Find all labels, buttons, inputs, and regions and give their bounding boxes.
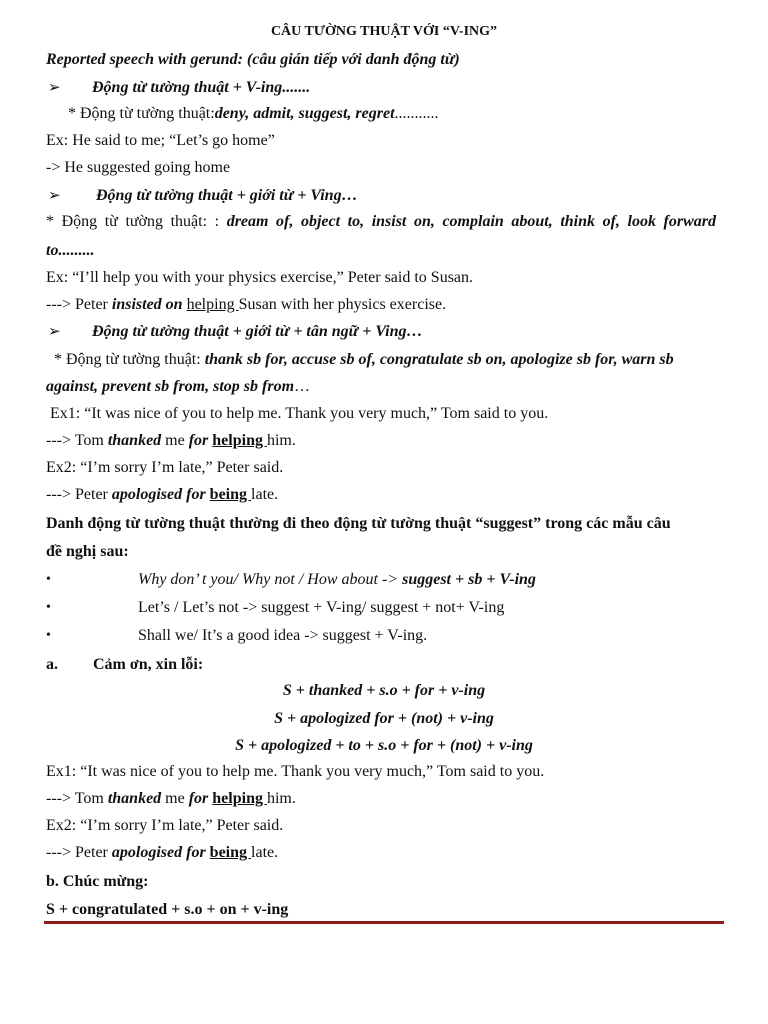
result-prefix: ---> Peter (46, 844, 112, 861)
object: me (161, 790, 189, 807)
formula-thanked: S + thanked + s.o + for + v-ing (282, 682, 486, 699)
gerund: helping (212, 432, 267, 449)
part-a-result1 (46, 789, 296, 809)
part-a-example2: Ex2: “I’m sorry I’m late,” Peter said. (46, 817, 284, 834)
suggest-bullet-3: Shall we/ It’s a good idea -> suggest + V-ing. (138, 627, 428, 644)
section2-heading: Động từ tường thuật + giới từ + Ving… (96, 187, 358, 204)
result-rest: him. (266, 790, 296, 807)
section1-verbs-prefix: * Động từ tường thuật: (68, 105, 215, 122)
section3-verbs-continued (46, 377, 310, 397)
result-rest: Susan with her physics exercise. (238, 296, 447, 313)
bullet-icon: • (46, 628, 51, 643)
gerund: helping (186, 296, 239, 313)
section2-result (46, 295, 446, 315)
suggest-bullet-2: Let’s / Let’s not -> suggest + V-ing/ suggest + not+ V-ing (138, 599, 505, 616)
section2-example: Ex: “I’ll help you with your physics exercise,” Peter said to Susan. (46, 269, 474, 286)
bullet1-lead: Why don’ t you/ Why not / How about -> (138, 571, 403, 588)
section1-example: Ex: He said to me; “Let’s go home” (46, 132, 275, 149)
preposition: for (188, 790, 209, 807)
part-a-heading: Cảm ơn, xin lỗi: (93, 656, 204, 673)
suggest-intro: Danh động từ tường thuật thường đi theo động từ tường thuật “suggest” trong các mẫu câu (46, 515, 671, 532)
section3-result2 (46, 485, 278, 505)
part-a-result2 (46, 843, 278, 863)
section1-result: -> He suggested going home (46, 159, 231, 176)
reporting-verb: thanked (107, 432, 162, 449)
result-prefix: ---> Tom (46, 790, 108, 807)
reporting-verb: apologised for (111, 486, 206, 503)
section3-heading: Động từ tường thuật + giới từ + tân ngữ + Ving… (92, 323, 423, 340)
section3-verbs-prefix: * Động từ tường thuật: (54, 351, 201, 368)
section2-verbs (46, 212, 716, 232)
result-rest: late. (251, 844, 279, 861)
result-prefix: ---> Peter (46, 296, 112, 313)
section3-verbs-list-2: against, prevent sb from, stop sb from (46, 378, 295, 395)
section3-verbs (54, 350, 674, 370)
bullet-icon: • (46, 572, 51, 587)
section3-example2: Ex2: “I’m sorry I’m late,” Peter said. (46, 459, 284, 476)
suggest-intro-continued: đề nghị sau: (46, 543, 129, 560)
part-b-heading: b. Chúc mừng: (46, 873, 149, 890)
section2-verbs-list: dream of, object to, insist on, complain about, think of, look forward (226, 213, 716, 230)
ellipsis: … (294, 378, 311, 395)
result-rest: late. (251, 486, 279, 503)
reporting-verb: apologised for (111, 844, 206, 861)
formula-congratulated: S + congratulated + s.o + on + v-ing (46, 901, 289, 918)
intro-line: Reported speech with gerund: (câu gián tiếp với danh động từ) (46, 51, 460, 68)
section-divider (44, 921, 724, 924)
section3-result1 (46, 431, 296, 451)
section3-example1: Ex1: “It was nice of you to help me. Thank you very much,” Tom said to you. (50, 405, 549, 422)
formula-apologized-to: S + apologized + to + s.o + for + (not) + v-ing (235, 737, 533, 754)
arrow-bullet-icon: ➢ (48, 324, 61, 340)
part-a-label: a. (46, 656, 58, 673)
bullet-icon: • (46, 600, 51, 615)
result-prefix: ---> Peter (46, 486, 112, 503)
section2-verbs-continued: to......... (46, 242, 95, 259)
gerund: being (209, 844, 252, 861)
arrow-bullet-icon: ➢ (48, 80, 61, 96)
section1-heading: Động từ tường thuật + V-ing....... (92, 79, 311, 96)
result-rest: him. (266, 432, 296, 449)
gerund: being (209, 486, 252, 503)
section2-verbs-prefix: * Động từ tường thuật: : (46, 213, 220, 230)
preposition: for (188, 432, 209, 449)
section1-verbs (68, 104, 439, 124)
section1-verbs-list: deny, admit, suggest, regret (214, 105, 395, 122)
reporting-verb: thanked (107, 790, 162, 807)
page-title: CÂU TƯỜNG THUẬT VỚI “V-ING” (270, 24, 498, 39)
suggest-bullet-1 (138, 570, 536, 590)
result-prefix: ---> Tom (46, 432, 108, 449)
arrow-bullet-icon: ➢ (48, 188, 61, 204)
reporting-verb: insisted on (111, 296, 183, 313)
bullet1-pattern: suggest + sb + V-ing (402, 571, 536, 588)
part-a-example1: Ex1: “It was nice of you to help me. Thank you very much,” Tom said to you. (46, 763, 545, 780)
object: me (161, 432, 189, 449)
section3-verbs-list: thank sb for, accuse sb of, congratulate sb on, apologize sb for, warn sb (204, 351, 674, 368)
gerund: helping (212, 790, 267, 807)
formula-apologized-for: S + apologized for + (not) + v-ing (274, 710, 494, 727)
section1-verbs-suffix: ........... (394, 105, 439, 122)
